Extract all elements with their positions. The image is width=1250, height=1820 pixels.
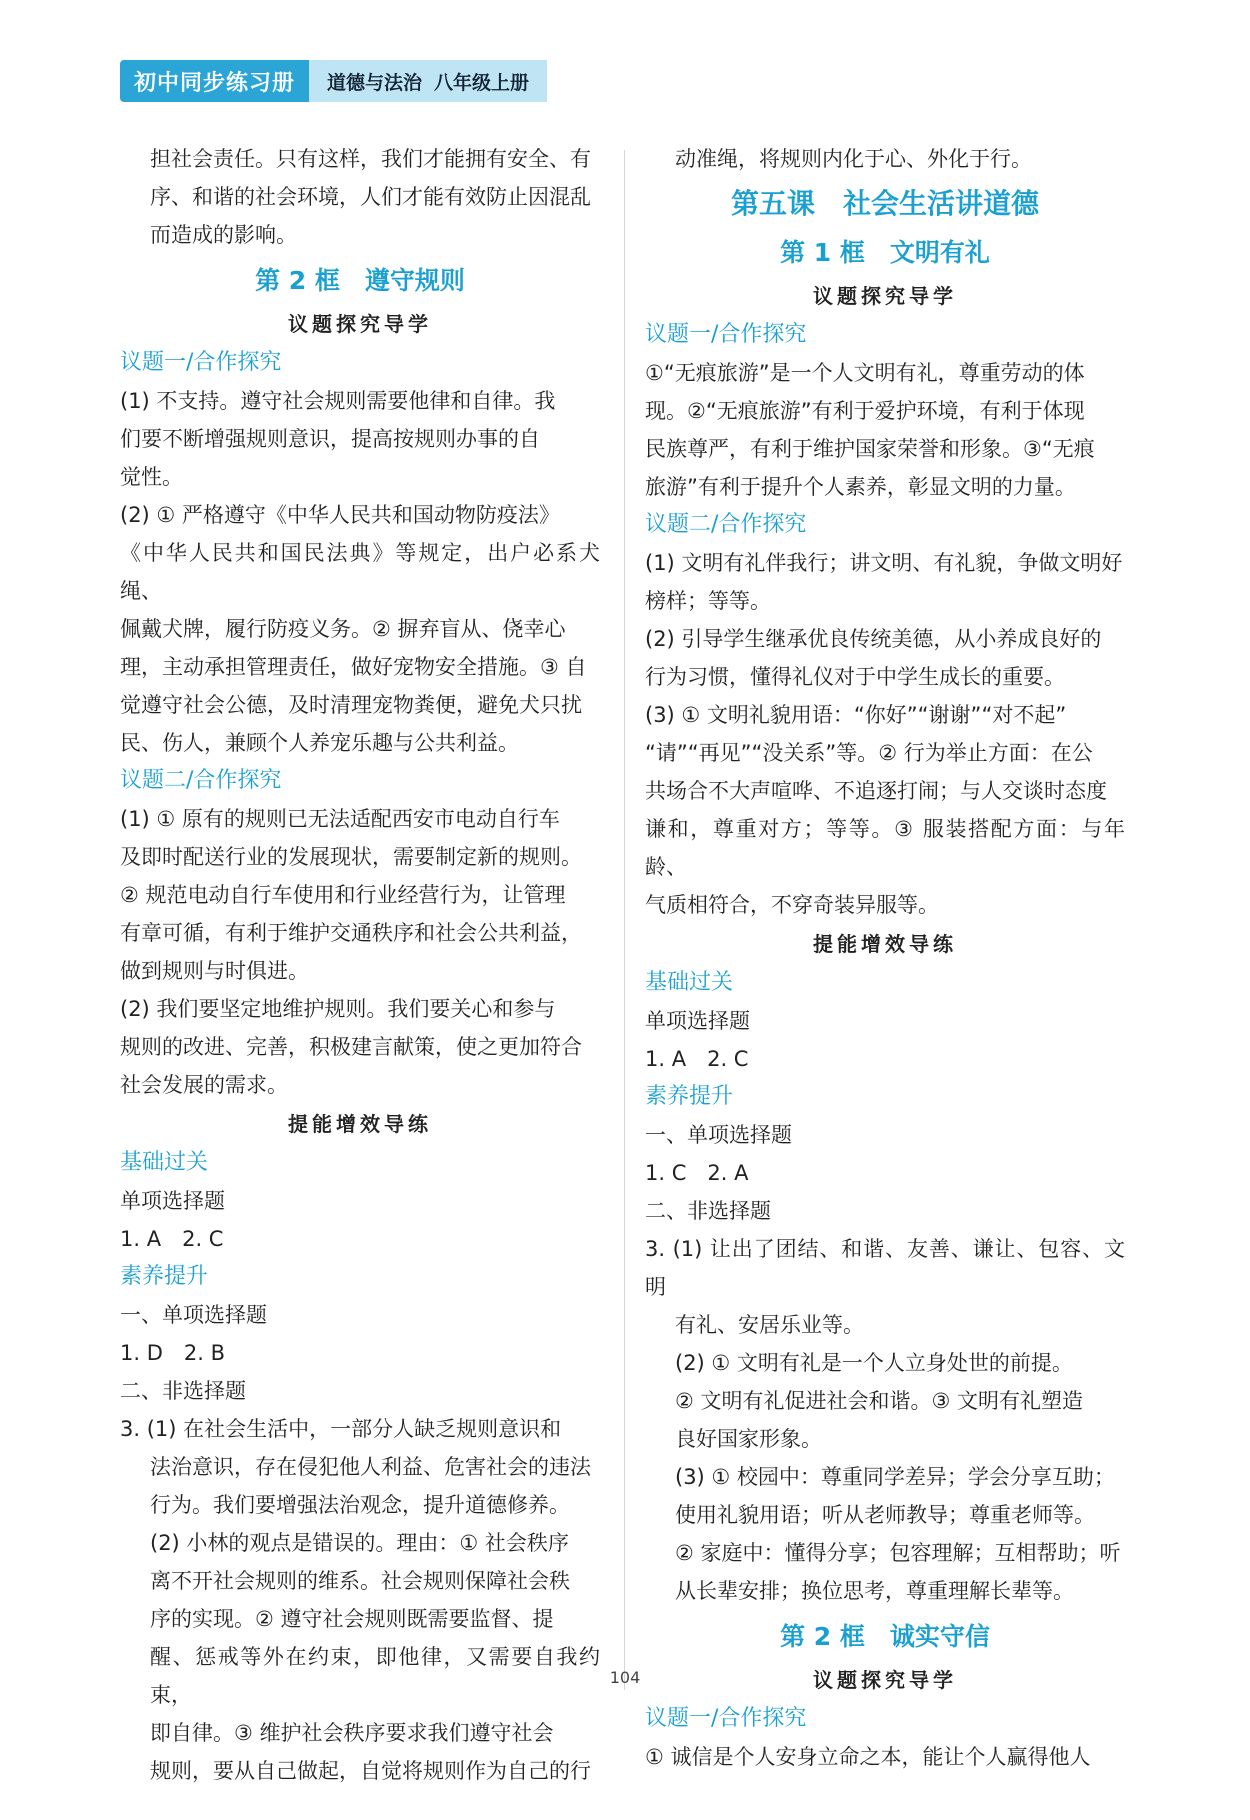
text-line: (2) ① 严格遵守《中华人民共和国动物防疫法》 bbox=[120, 503, 560, 527]
frame-heading: 第 2 框 遵守规则 bbox=[255, 266, 465, 295]
text-line: 法治意识，存在侵犯他人利益、危害社会的违法 bbox=[150, 1455, 591, 1479]
text-line: (3) ① 文明礼貌用语：“你好”“谢谢”“对不起” bbox=[645, 703, 1067, 727]
text-line: 动准绳，将规则内化于心、外化于行。 bbox=[675, 147, 1032, 171]
text-line: 觉性。 bbox=[120, 465, 183, 489]
text-line: 从长辈安排；换位思考，尊重理解长辈等。 bbox=[675, 1579, 1074, 1603]
text-line: 《中华人民共和国民法典》等规定，出户必系犬绳、 bbox=[120, 541, 600, 603]
section-heading: 提能增效导练 bbox=[813, 932, 957, 956]
text-line: ② 文明有礼促进社会和谐。③ 文明有礼塑造 bbox=[675, 1389, 1084, 1413]
text-line: 共场合不大声喧哗、不追逐打闹；与人交谈时态度 bbox=[645, 779, 1107, 803]
text-line: 使用礼貌用语；听从老师教导；尊重老师等。 bbox=[675, 1503, 1095, 1527]
text-line: (2) 小林的观点是错误的。理由：① 社会秩序 bbox=[150, 1531, 569, 1555]
text-line: 旅游”有利于提升个人素养，彰显文明的力量。 bbox=[645, 475, 1076, 499]
text-line: 担社会责任。只有这样，我们才能拥有安全、有 bbox=[150, 147, 591, 171]
text-line: 有章可循，有利于维护交通秩序和社会公共利益， bbox=[120, 921, 582, 945]
text-line: 而造成的影响。 bbox=[150, 223, 297, 247]
text-line: (1) 文明有礼伴我行；讲文明、有礼貌，争做文明好 bbox=[645, 551, 1123, 575]
text-line: 气质相符合，不穿奇装异服等。 bbox=[645, 893, 939, 917]
topic-heading: 议题一/合作探究 bbox=[645, 322, 807, 347]
text-line: 序、和谐的社会环境，人们才能有效防止因混乱 bbox=[150, 185, 591, 209]
text-line: 序的实现。② 遵守社会规则既需要监督、提 bbox=[150, 1607, 554, 1631]
text-line: 理，主动承担管理责任，做好宠物安全措施。③ 自 bbox=[120, 655, 587, 679]
text-line: 觉遵守社会公德，及时清理宠物粪便，避免犬只扰 bbox=[120, 693, 582, 717]
right-column bbox=[645, 140, 1125, 1776]
book-title: 初中同步练习册 bbox=[120, 60, 309, 102]
page-number: 104 bbox=[609, 1668, 641, 1687]
grade-label: 八年级上册 bbox=[434, 71, 530, 94]
text-line: 1. A 2. C bbox=[645, 1047, 749, 1071]
topic-heading: 基础过关 bbox=[645, 970, 734, 995]
frame-heading: 第 1 框 文明有礼 bbox=[780, 238, 990, 267]
section-heading: 提能增效导练 bbox=[288, 1112, 432, 1136]
text-line: ①“无痕旅游”是一个人文明有礼，尊重劳动的体 bbox=[645, 361, 1085, 385]
topic-heading: 基础过关 bbox=[120, 1150, 209, 1175]
text-line: 及即时配送行业的发展现状，需要制定新的规则。 bbox=[120, 845, 582, 869]
left-column bbox=[120, 140, 600, 1790]
text-line: 民、伤人，兼顾个人养宠乐趣与公共利益。 bbox=[120, 731, 519, 755]
topic-heading: 素养提升 bbox=[645, 1084, 734, 1109]
text-line: 榜样；等等。 bbox=[645, 589, 771, 613]
text-line: 规则，要从自己做起，自觉将规则作为自己的行 bbox=[150, 1759, 591, 1783]
text-line: 社会发展的需求。 bbox=[120, 1073, 288, 1097]
section-heading: 议题探究导学 bbox=[288, 312, 432, 336]
text-line: ② 家庭中：懂得分享；包容理解；互相帮助；听 bbox=[675, 1541, 1121, 1565]
lesson-heading: 第五课 社会生活讲道德 bbox=[730, 187, 1039, 220]
text-line: 佩戴犬牌，履行防疫义务。② 摒弃盲从、侥幸心 bbox=[120, 617, 566, 641]
topic-heading: 议题一/合作探究 bbox=[645, 1706, 807, 1731]
text-line: 有礼、安居乐业等。 bbox=[675, 1313, 864, 1337]
text-line: ② 规范电动自行车使用和行业经营行为，让管理 bbox=[120, 883, 566, 907]
text-line: 谦和，尊重对方；等等。③ 服装搭配方面：与年龄、 bbox=[645, 817, 1125, 879]
text-line: 即自律。③ 维护社会秩序要求我们遵守社会 bbox=[150, 1721, 554, 1745]
topic-heading: 议题一/合作探究 bbox=[120, 350, 282, 375]
text-line: 1. D 2. B bbox=[120, 1341, 225, 1365]
text-line: 行为。我们要增强法治观念，提升道德修养。 bbox=[150, 1493, 570, 1517]
text-line: 民族尊严，有利于维护国家荣誉和形象。③“无痕 bbox=[645, 437, 1095, 461]
section-heading: 议题探究导学 bbox=[813, 284, 957, 308]
text-line: (1) ① 原有的规则已无法适配西安市电动自行车 bbox=[120, 807, 560, 831]
text-line: 单项选择题 bbox=[645, 1009, 750, 1033]
text-line: 行为习惯，懂得礼仪对于中学生成长的重要。 bbox=[645, 665, 1065, 689]
frame-heading: 第 2 框 诚实守信 bbox=[780, 1622, 990, 1651]
text-line: (1) 不支持。遵守社会规则需要他律和自律。我 bbox=[120, 389, 556, 413]
text-line: (3) ① 校园中：尊重同学差异；学会分享互助； bbox=[675, 1465, 1115, 1489]
subject-bar bbox=[309, 60, 547, 102]
text-line: 3. (1) 在社会生活中，一部分人缺乏规则意识和 bbox=[120, 1417, 562, 1441]
subject-name: 道德与法治 bbox=[327, 71, 423, 94]
text-line: 二、非选择题 bbox=[120, 1379, 246, 1403]
text-line: 3. (1) 让出了团结、和谐、友善、谦让、包容、文明 bbox=[645, 1237, 1125, 1299]
text-line: 1. C 2. A bbox=[645, 1161, 749, 1185]
topic-heading: 素养提升 bbox=[120, 1264, 209, 1289]
text-line: 离不开社会规则的维系。社会规则保障社会秩 bbox=[150, 1569, 570, 1593]
text-line: 规则的改进、完善，积极建言献策，使之更加符合 bbox=[120, 1035, 582, 1059]
column-divider bbox=[624, 150, 625, 1690]
text-line: “请”“再见”“没关系”等。② 行为举止方面：在公 bbox=[645, 741, 1093, 765]
text-line: 单项选择题 bbox=[120, 1189, 225, 1213]
text-line: (2) ① 文明有礼是一个人立身处世的前提。 bbox=[675, 1351, 1073, 1375]
section-heading: 议题探究导学 bbox=[813, 1668, 957, 1692]
text-line: 二、非选择题 bbox=[645, 1199, 771, 1223]
text-line: 醒、惩戒等外在约束，即他律，又需要自我约束， bbox=[150, 1645, 600, 1707]
text-line: 做到规则与时俱进。 bbox=[120, 959, 309, 983]
page-header bbox=[120, 60, 547, 102]
topic-heading: 议题二/合作探究 bbox=[645, 512, 807, 537]
text-line: 现。②“无痕旅游”有利于爱护环境，有利于体现 bbox=[645, 399, 1085, 423]
text-line: (2) 我们要坚定地维护规则。我们要关心和参与 bbox=[120, 997, 556, 1021]
text-line: 一、单项选择题 bbox=[120, 1303, 267, 1327]
text-line: 们要不断增强规则意识，提高按规则办事的自 bbox=[120, 427, 540, 451]
text-line: 1. A 2. C bbox=[120, 1227, 224, 1251]
topic-heading: 议题二/合作探究 bbox=[120, 768, 282, 793]
text-line: 一、单项选择题 bbox=[645, 1123, 792, 1147]
text-line: (2) 引导学生继承优良传统美德，从小养成良好的 bbox=[645, 627, 1102, 651]
text-line: 良好国家形象。 bbox=[675, 1427, 822, 1451]
text-line: ① 诚信是个人安身立命之本，能让个人赢得他人 bbox=[645, 1745, 1091, 1769]
